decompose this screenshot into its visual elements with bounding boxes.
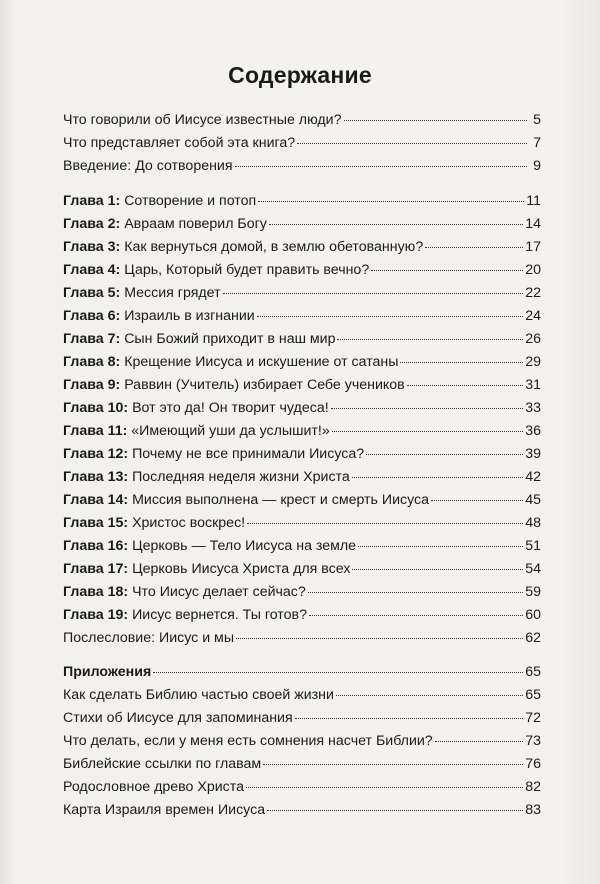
toc-page-number: 39 <box>525 446 541 462</box>
toc-entry-appendix-2 <box>63 707 541 730</box>
leader-dots <box>331 408 524 409</box>
leader-dots <box>308 592 523 593</box>
leader-dots <box>246 787 523 788</box>
toc-entry-chapter-2 <box>63 213 541 236</box>
toc-entry-chapter-17 <box>63 558 541 581</box>
chapter-number: Глава 1: <box>63 193 121 209</box>
chapter-number: Глава 8: <box>63 354 121 370</box>
toc-entry-label <box>63 535 356 558</box>
chapter-title: Христос воскрес! <box>132 515 246 531</box>
leader-dots <box>352 569 523 570</box>
chapter-number: Глава 16: <box>63 538 129 554</box>
chapter-title: Как вернуться домой, в землю обетованную? <box>124 239 424 255</box>
leader-dots <box>297 143 527 144</box>
table-of-contents <box>63 109 541 822</box>
toc-entry-label <box>63 282 221 305</box>
chapter-number: Глава 17: <box>63 561 129 577</box>
chapter-title: Мессия грядет <box>124 285 221 301</box>
appendix-list <box>63 684 541 822</box>
chapter-title: Церковь Иисуса Христа для всех <box>132 561 351 577</box>
toc-page-number: 33 <box>525 400 541 416</box>
chapter-title: Раввин (Учитель) избирает Себе учеников <box>124 377 405 393</box>
toc-entry-label <box>63 213 267 236</box>
toc-page-number: 65 <box>525 687 541 703</box>
chapter-number: Глава 3: <box>63 239 121 255</box>
toc-page-number: 20 <box>525 262 541 278</box>
toc-entry-label: Что представляет собой эта книга? <box>63 135 296 151</box>
chapter-title: Миссия выполнена — крест и смерть Иисуса <box>132 492 430 508</box>
leader-dots <box>371 270 523 271</box>
toc-entry-chapter-1 <box>63 190 541 213</box>
toc-page-number: 17 <box>525 239 541 255</box>
toc-entry-afterword <box>63 627 541 650</box>
leader-dots <box>344 120 528 121</box>
chapter-number: Глава 6: <box>63 308 121 324</box>
toc-page-number: 14 <box>525 216 541 232</box>
toc-entry-label <box>63 374 405 397</box>
spacer <box>63 650 541 661</box>
toc-page-number: 5 <box>533 112 541 128</box>
chapter-number: Глава 13: <box>63 469 129 485</box>
leader-dots <box>269 224 523 225</box>
toc-entry-label <box>63 259 369 282</box>
toc-entry-chapter-18 <box>63 581 541 604</box>
chapter-number: Глава 5: <box>63 285 121 301</box>
toc-entry-label <box>63 305 255 328</box>
chapter-title: Царь, Который будет править вечно? <box>124 262 370 278</box>
leader-dots <box>407 385 524 386</box>
chapter-title: Вот это да! Он творит чудеса! <box>132 400 329 416</box>
chapter-title: Церковь — Тело Иисуса на земле <box>132 538 357 554</box>
toc-page-number: 22 <box>525 285 541 301</box>
toc-page-number: 7 <box>533 135 541 151</box>
chapter-number: Глава 7: <box>63 331 121 347</box>
leader-dots <box>258 201 524 202</box>
toc-page-number: 9 <box>533 158 541 174</box>
toc-entry-label <box>63 190 256 213</box>
toc-page-number: 31 <box>525 377 541 393</box>
toc-page-number: 26 <box>525 331 541 347</box>
toc-page-number: 36 <box>525 423 541 439</box>
toc-entry-front-1 <box>63 109 541 132</box>
toc-entry-appendix-4 <box>63 753 541 776</box>
toc-entry-label <box>63 328 335 351</box>
toc-entry-chapter-6 <box>63 305 541 328</box>
leader-dots <box>400 362 523 363</box>
chapter-title: «Имеющий уши да услышит!» <box>131 423 330 439</box>
toc-entry-label <box>63 558 350 581</box>
toc-page-number: 62 <box>525 630 541 646</box>
chapter-number: Глава 18: <box>63 584 129 600</box>
toc-entry-label: Что делать, если у меня есть сомнения насчет Библии? <box>63 733 433 749</box>
toc-entry-label: Библейские ссылки по главам <box>63 756 262 772</box>
chapter-number: Глава 19: <box>63 607 129 623</box>
chapter-title: Крещение Иисуса и искушение от сатаны <box>124 354 399 370</box>
toc-entry-label <box>63 466 350 489</box>
toc-entry-appendix-3 <box>63 730 541 753</box>
leader-dots <box>336 695 523 696</box>
toc-entry-chapter-12 <box>63 443 541 466</box>
leader-dots <box>153 672 523 673</box>
leader-dots <box>236 638 523 639</box>
leader-dots <box>235 166 527 167</box>
toc-entry-label: Как сделать Библию частью своей жизни <box>63 687 334 703</box>
toc-entry-label: Родословное древо Христа <box>63 779 244 795</box>
chapter-number: Глава 10: <box>63 400 129 416</box>
toc-entry-chapter-5 <box>63 282 541 305</box>
toc-entry-label: Карта Израиля времен Иисуса <box>63 802 266 818</box>
chapter-title: Израиль в изгнании <box>124 308 255 324</box>
toc-entry-label <box>63 581 306 604</box>
chapter-title: Авраам поверил Богу <box>124 216 267 232</box>
leader-dots <box>358 546 523 547</box>
chapter-title: Последняя неделя жизни Христа <box>132 469 350 485</box>
spacer <box>63 178 541 190</box>
chapter-title: Иисус вернется. Ты готов? <box>132 607 307 623</box>
toc-entry-chapter-10 <box>63 397 541 420</box>
leader-dots <box>337 339 523 340</box>
toc-page-number: 83 <box>525 802 541 818</box>
chapter-list <box>63 190 541 627</box>
toc-page-number: 48 <box>525 515 541 531</box>
toc-entry-chapter-15 <box>63 512 541 535</box>
leader-dots <box>435 741 524 742</box>
toc-page-number: 45 <box>525 492 541 508</box>
toc-entry-label <box>63 351 398 374</box>
toc-page-number: 11 <box>526 193 541 209</box>
toc-page-number: 65 <box>525 664 541 680</box>
toc-entry-label <box>63 397 329 420</box>
chapter-number: Глава 4: <box>63 262 121 278</box>
toc-entry-label <box>63 443 364 466</box>
toc-entry-label: Послесловие: Иисус и мы <box>63 630 235 646</box>
leader-dots <box>309 615 523 616</box>
toc-page-number: 42 <box>525 469 541 485</box>
toc-entry-chapter-9 <box>63 374 541 397</box>
toc-page-number: 82 <box>525 779 541 795</box>
toc-page-number: 76 <box>525 756 541 772</box>
leader-dots <box>263 764 523 765</box>
toc-page-number: 29 <box>525 354 541 370</box>
toc-entry-chapter-3 <box>63 236 541 259</box>
toc-entry-front-3 <box>63 155 541 178</box>
toc-entry-chapter-4 <box>63 259 541 282</box>
chapter-number: Глава 15: <box>63 515 129 531</box>
toc-page-number: 59 <box>525 584 541 600</box>
toc-entry-appendix-5 <box>63 776 541 799</box>
leader-dots <box>223 293 524 294</box>
chapter-title: Почему не все принимали Иисуса? <box>132 446 365 462</box>
chapter-number: Глава 12: <box>63 446 129 462</box>
leader-dots <box>425 247 523 248</box>
toc-entry-chapter-8 <box>63 351 541 374</box>
leader-dots <box>247 523 523 524</box>
leader-dots <box>366 454 523 455</box>
toc-page-number: 24 <box>525 308 541 324</box>
leader-dots <box>257 316 524 317</box>
toc-entry-label <box>63 604 307 627</box>
toc-entry-chapter-7 <box>63 328 541 351</box>
toc-entry-label <box>63 236 423 259</box>
toc-entry-label <box>63 420 330 443</box>
toc-page-number: 54 <box>525 561 541 577</box>
leader-dots <box>332 431 524 432</box>
leader-dots <box>352 477 523 478</box>
toc-page-number: 60 <box>525 607 541 623</box>
toc-entry-chapter-13 <box>63 466 541 489</box>
toc-entry-chapter-16 <box>63 535 541 558</box>
chapter-number: Глава 14: <box>63 492 129 508</box>
toc-page-number: 51 <box>525 538 541 554</box>
toc-entry-front-2 <box>63 132 541 155</box>
toc-entry-appendices-heading <box>63 661 541 684</box>
chapter-title: Сын Божий приходит в наш мир <box>124 331 336 347</box>
toc-entry-label: Стихи об Иисусе для запоминания <box>63 710 293 726</box>
toc-section-heading: Приложения <box>63 664 152 680</box>
toc-page-number: 72 <box>525 710 541 726</box>
page-title: Содержание <box>228 62 372 88</box>
toc-entry-label: Введение: До сотворения <box>63 158 233 174</box>
chapter-number: Глава 2: <box>63 216 121 232</box>
toc-entry-chapter-11 <box>63 420 541 443</box>
leader-dots <box>431 500 523 501</box>
leader-dots <box>267 810 523 811</box>
toc-entry-chapter-14 <box>63 489 541 512</box>
chapter-title: Что Иисус делает сейчас? <box>132 584 306 600</box>
toc-entry-label <box>63 489 429 512</box>
chapter-title: Сотворение и потоп <box>124 193 257 209</box>
chapter-number: Глава 9: <box>63 377 121 393</box>
leader-dots <box>295 718 524 719</box>
toc-entry-label <box>63 512 245 535</box>
toc-entry-appendix-6 <box>63 799 541 822</box>
toc-entry-label: Что говорили об Иисусе известные люди? <box>63 112 342 128</box>
toc-entry-appendix-1 <box>63 684 541 707</box>
toc-page-number: 73 <box>525 733 541 749</box>
toc-entry-chapter-19 <box>63 604 541 627</box>
chapter-number: Глава 11: <box>63 423 128 439</box>
